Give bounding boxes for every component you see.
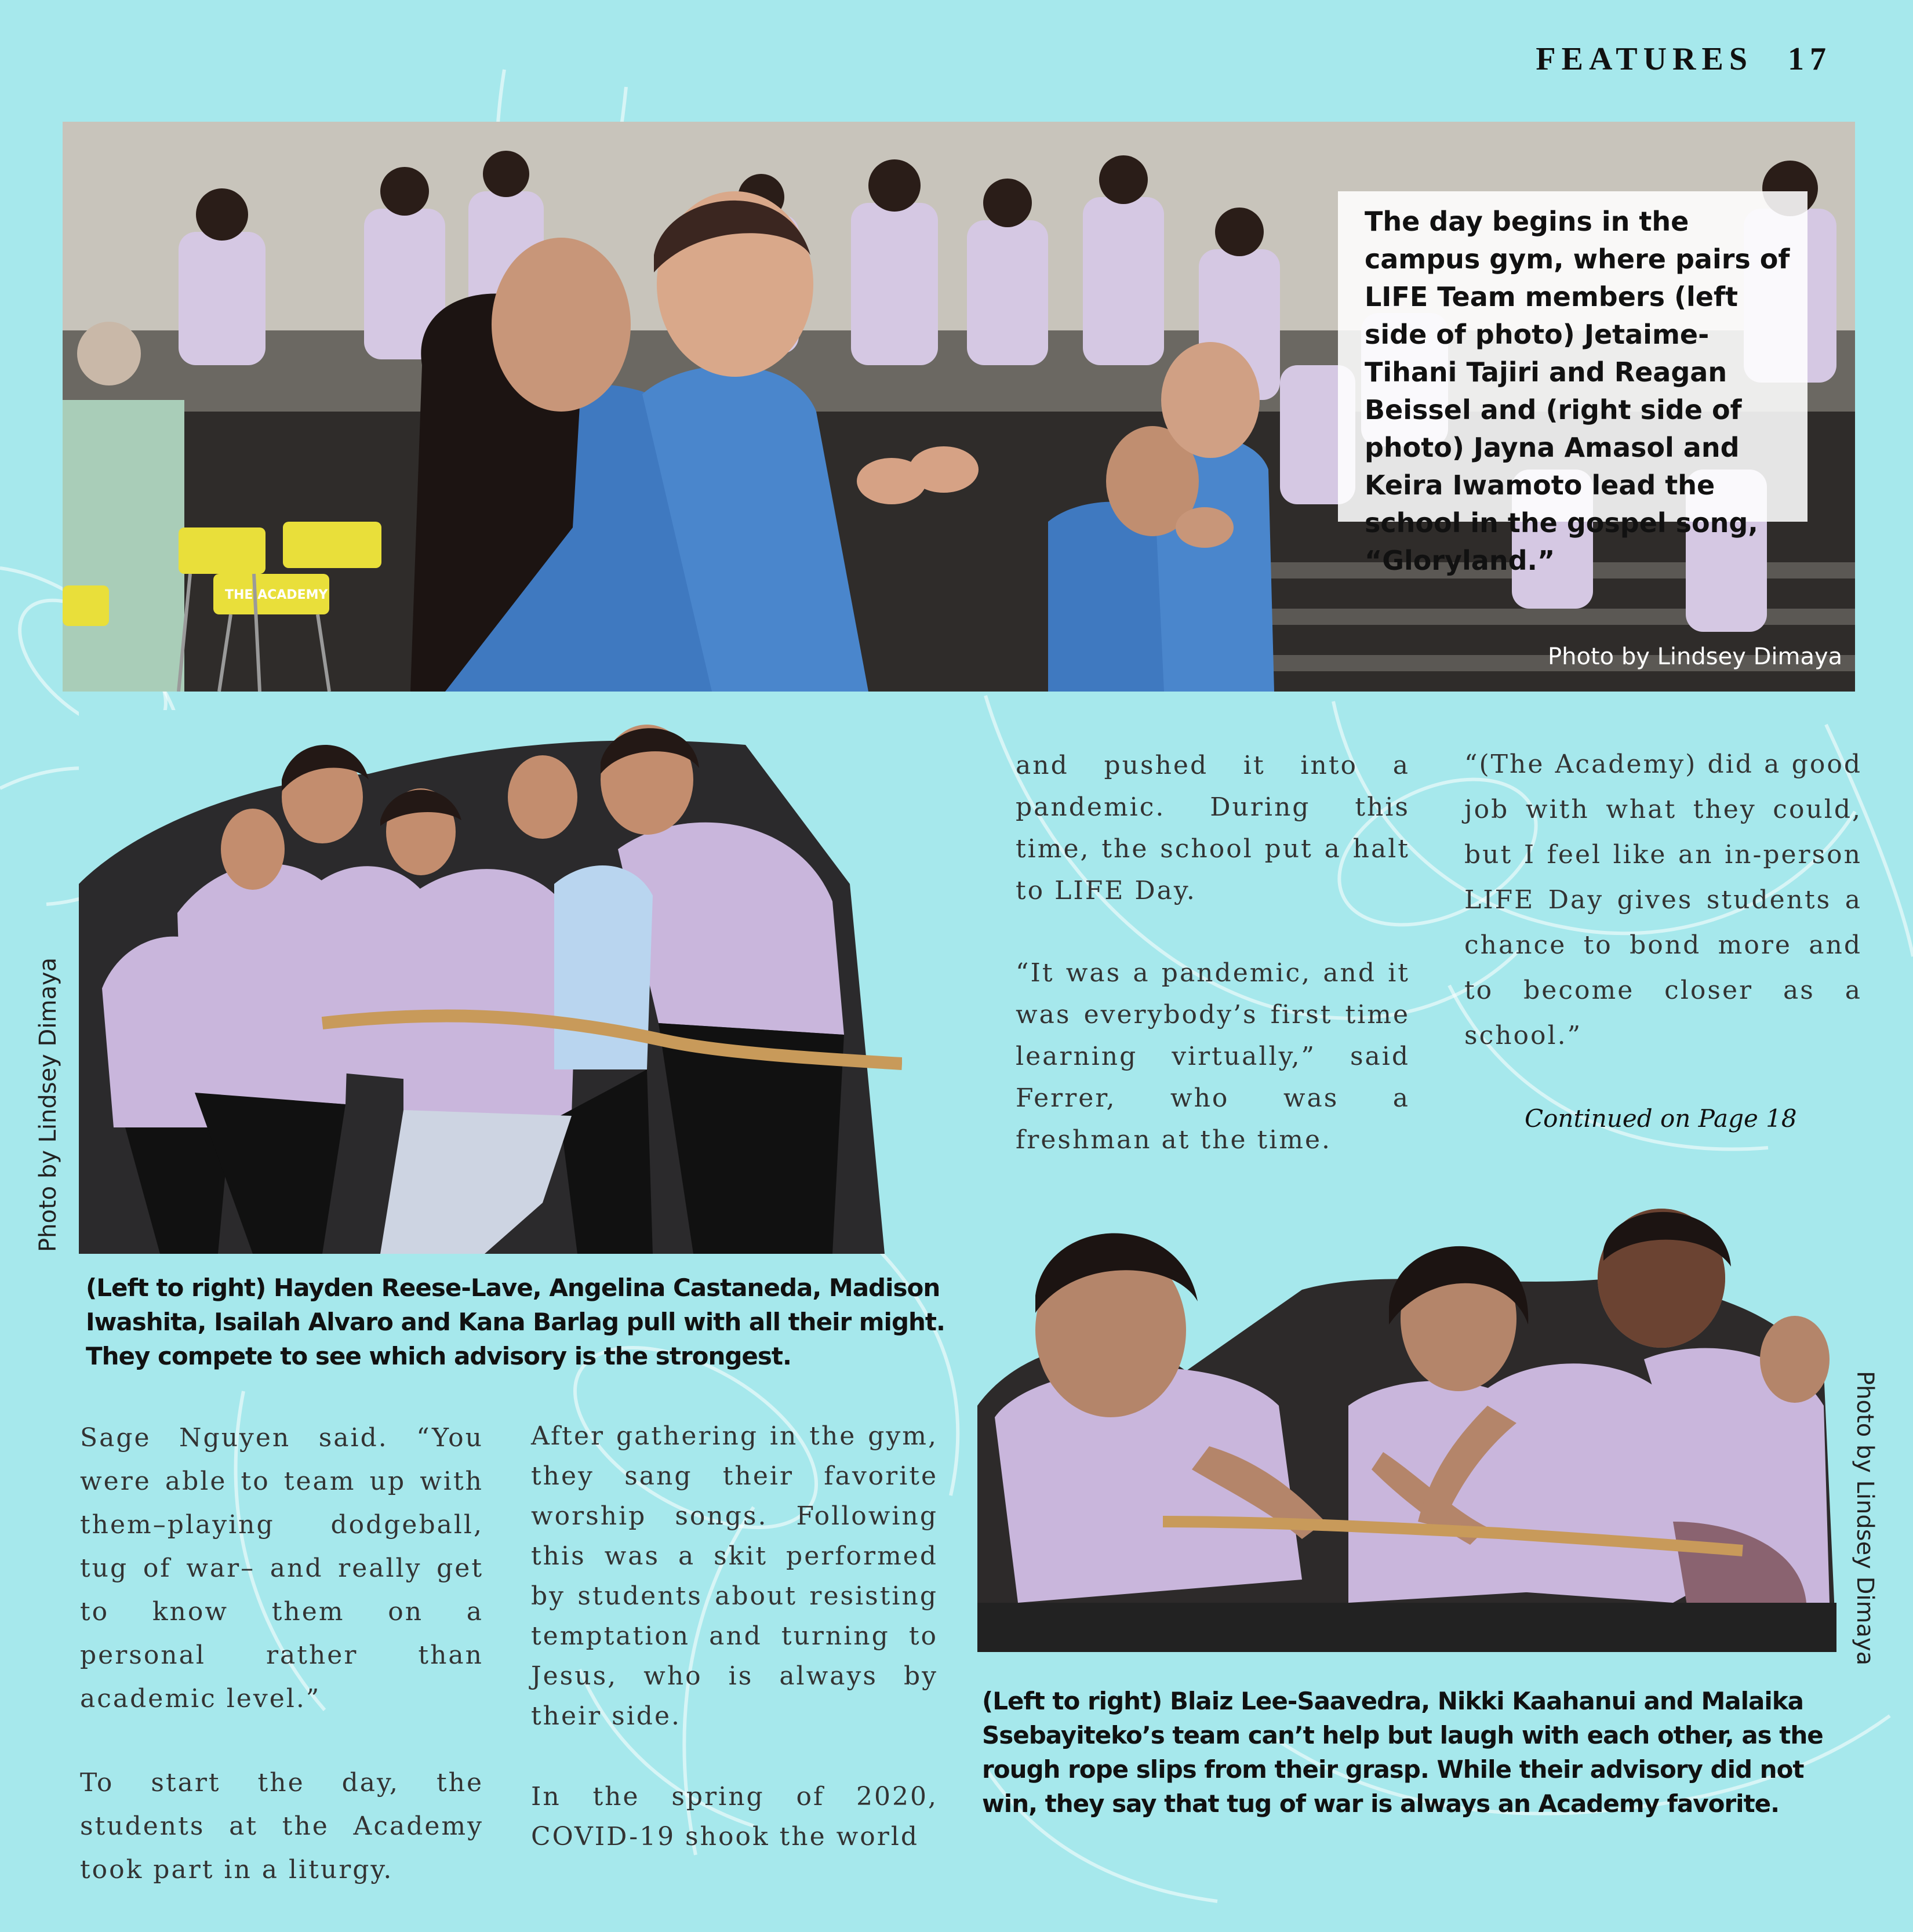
- paragraph: In the spring of 2020, COVID-19 shook the world: [531, 1782, 938, 1851]
- article-column-bottom-2: [531, 1416, 938, 1897]
- article-column-bottom-1: [80, 1416, 483, 1932]
- section-title: FEATURES: [1536, 41, 1753, 77]
- gym-photo-caption: The day begins in the campus gym, where pairs of LIFE Team members (left side of photo) Jetaime-Tihani Tajiri and Reagan Beissel and (right side of photo) Jayna Amasol and Keira Iwamoto lead the school in the gospel song, “Gloryland.”: [1338, 191, 1807, 522]
- article-column-top-2: [1464, 742, 1862, 1099]
- paragraph: Sage Nguyen said. “You were able to team up with them–playing dodgeball, tug of war– and really get to know them on a personal rather than academic level.”: [80, 1423, 483, 1713]
- tug-photo-2-credit: Photo by Lindsey Dimaya: [1852, 1371, 1878, 1666]
- article-column-top-1: [1016, 745, 1410, 1202]
- tug-photo-2-caption: (Left to right) Blaiz Lee-Saavedra, Nikki Kaahanui and Malaika Ssebayiteko’s team can’t help but laugh with each other, as the rough rope slips from their grasp. While their advisory did not win, they say that tug of war is always an Academy favorite.: [982, 1687, 1823, 1818]
- tug-photo-1-caption: (Left to right) Hayden Reese-Lave, Angelina Castaneda, Madison Iwashita, Isailah Alvaro and Kana Barlag pull with all their might. They compete to see which advisory is the strongest.: [86, 1274, 945, 1370]
- continued-note: Continued on Page 18: [1525, 1104, 1797, 1133]
- paragraph: “It was a pandemic, and it was everybody’s first time learning virtually,” said Ferrer, who was a freshman at the time.: [1016, 958, 1410, 1155]
- tug-of-war-photo-1: [79, 710, 902, 1254]
- page-header: [1536, 41, 1832, 78]
- tug-photo-1-credit: Photo by Lindsey Dimaya: [35, 957, 61, 1252]
- paragraph: and pushed it into a pandemic. During this time, the school put a halt to LIFE Day.: [1016, 751, 1410, 905]
- paragraph: After gathering in the gym, they sang their favorite worship songs. Following this was a skit performed by students about resisting temptation and turning to Jesus, who is always by their side.: [531, 1421, 938, 1731]
- tug-of-war-photo-2: [977, 1197, 1836, 1652]
- paragraph: “(The Academy) did a good job with what they could, but I feel like an in-person LIFE Day gives students a chance to bond more and to become closer as a school.”: [1464, 749, 1862, 1050]
- chair-text: THE ACADEMY: [225, 588, 328, 602]
- paragraph: To start the day, the students at the Academy took part in a liturgy.: [80, 1768, 483, 1884]
- gym-photo-credit: Photo by Lindsey Dimaya: [1548, 643, 1843, 670]
- page-number: 17: [1788, 41, 1832, 77]
